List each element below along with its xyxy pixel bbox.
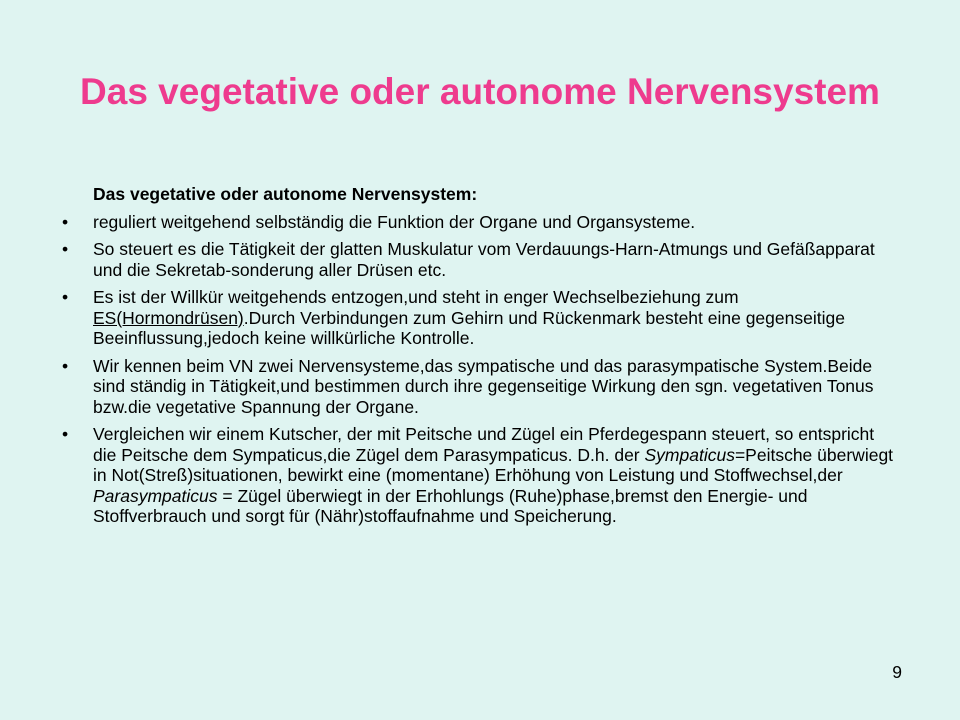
slide-title: Das vegetative oder autonome Nervensystem <box>80 71 880 112</box>
bullet-icon: • <box>62 211 69 232</box>
bullet-text: reguliert weitgehend selbständig die Funktion der Organe und Organsysteme. <box>93 211 696 232</box>
bullet-item-5 <box>60 424 900 527</box>
bullet-text-part: =Peitsche überwiegt in Not(Streß)situationen, bewirkt eine (momentane) Erhöhung von Leistung und Stoffwechsel,der <box>93 444 894 485</box>
bullet-text: So steuert es die Tätigkeit der glatten Muskulatur vom Verdauungs-Harn-Atmungs und Gefäßapparat und die Sekretab-sonderung aller Drüsen etc. <box>93 239 875 280</box>
bullet-item-1 <box>60 212 900 233</box>
bullet-icon: • <box>62 239 69 259</box>
italic-term: Sympaticus <box>644 444 735 465</box>
page-number: 9 <box>892 662 902 682</box>
content-heading: Das vegetative oder autonome Nervensystem: <box>93 184 478 204</box>
bullet-text-part: .Durch Verbindungen zum Gehirn und Rückenmark besteht eine gegenseitige Beeinflussung,jedoch keine willkürliche Kontrolle. <box>93 307 845 348</box>
bullet-text-part: = Zügel überwiegt in der Erhohlungs (Ruhe)phase,bremst den Energie- und Stoffverbrauch und sorgt für (Nähr)stoffaufnahme und Speicherung. <box>93 485 808 526</box>
bullet-item-2 <box>60 239 900 280</box>
bullet-text-part: Vergleichen wir einem Kutscher, der mit Peitsche und Zügel ein Pferdegespann steuert, so entspricht die Peitsche dem Sympaticus,die Zügel dem Parasympaticus. D.h. der <box>93 424 875 465</box>
bullet-icon: • <box>62 287 69 307</box>
bullet-text: Wir kennen beim VN zwei Nervensysteme,das sympatische und das parasympatische System.Beide sind ständig in Tätigkeit,und bestimmen durch ihre gegenseitige Wirkung den sgn. vegetativen Tonus bzw.die vegetative Spannung der Organe. <box>93 355 874 417</box>
slide-content <box>60 184 900 534</box>
bullet-item-4 <box>60 356 900 418</box>
bullet-icon: • <box>62 355 69 376</box>
bullet-item-3 <box>60 287 900 349</box>
underlined-term: ES(Hormondrüsen) <box>93 307 244 328</box>
italic-term: Parasympaticus <box>93 485 218 506</box>
bullet-text-part: Es ist der Willkür weitgehends entzogen,und steht in enger Wechselbeziehung zum <box>93 287 739 307</box>
bullet-icon: • <box>62 424 69 444</box>
